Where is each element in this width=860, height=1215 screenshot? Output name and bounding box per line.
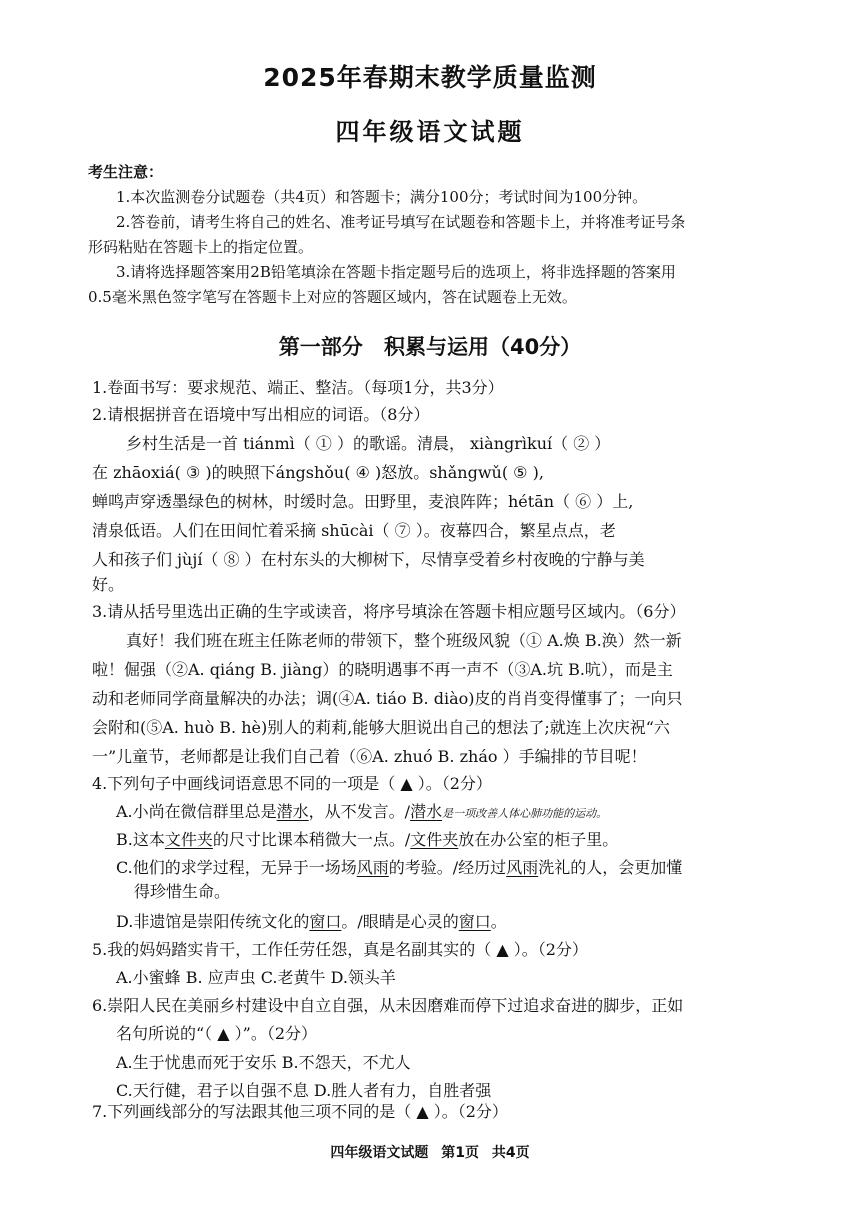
q4-option-c-cont: 得珍惜生命。 xyxy=(134,882,231,901)
page-footer: 四年级语文试题 第1页 共4页 xyxy=(330,1145,530,1161)
q3-line-3: 动和老师同学商量解决的办法；调(④A. tiáo B. diào)皮的肖肖变得懂事了；一向只 xyxy=(92,689,683,708)
section-title: 第一部分 积累与运用（40分） xyxy=(278,335,582,359)
q2-line-6: 好。 xyxy=(92,575,125,594)
q4-option-b: B.这本文件夹的尺寸比课本稍微大一点。/文件夹放在办公室的柜子里。 xyxy=(116,830,619,849)
q6-options-cd: C.天行健，君子以自强不息 D.胜人者有力，自胜者强 xyxy=(116,1081,492,1100)
q4-option-c: C.他们的求学过程，无异于一场场风雨的考验。/经历过风雨洗礼的人，会更加懂 xyxy=(116,858,683,877)
question-3-stem: 3.请从括号里选出正确的生字或读音，将序号填涂在答题卡相应题号区域内。（6分） xyxy=(92,602,686,621)
question-2-stem: 2.请根据拼音在语境中写出相应的词语。（8分） xyxy=(92,405,430,424)
q3-line-5: 一”儿童节，老师都是让我们自己着（⑥A. zhuó B. zháo ）手编排的节目呢！ xyxy=(92,747,647,766)
q2-line-5: 人和孩子们 jùjí（ ⑧ ）在村东头的大柳树下，尽情享受着乡村夜晚的宁静与美 xyxy=(92,550,645,569)
q4-option-d: D.非遗馆是崇阳传统文化的窗口。/眼睛是心灵的窗口。 xyxy=(116,912,507,931)
notice-heading: 考生注意： xyxy=(88,163,164,181)
question-6-stem-cont: 名句所说的“（ ▲ ）”。（2分） xyxy=(116,1024,318,1043)
q2-line-3: 蝉鸣声穿透墨绿色的树林，时缓时急。田野里，麦浪阵阵；hétān（ ⑥ ）上, xyxy=(92,492,634,511)
q2-line-1: 乡村生活是一首 tiánmì（ ① ）的歌谣。清晨， xiàngrìkuí（ ② ） xyxy=(126,434,611,453)
q3-line-4: 会附和(⑤A. huò B. hè)别人的莉莉,能够大胆说出自己的想法了;就连上次庆祝“六 xyxy=(92,718,670,737)
q5-options: A.小蜜蜂 B. 应声虫 C.老黄牛 D.领头羊 xyxy=(116,968,396,987)
notice-line-1: 1.本次监测卷分试题卷（共4页）和答题卡；满分100分；考试时间为100分钟。 xyxy=(116,188,648,206)
question-5-stem: 5.我的妈妈踏实肯干，工作任劳任怨，真是名副其实的（ ▲ ）。（2分） xyxy=(92,940,588,959)
notice-line-3a: 3.请将选择题答案用2B铅笔填涂在答题卡指定题号后的选项上，将非选择题的答案用 xyxy=(116,263,676,281)
notice-line-2b: 形码粘贴在答题卡上的指定位置。 xyxy=(88,238,314,256)
q2-line-4: 清泉低语。人们在田间忙着采摘 shūcài（ ⑦ ）。夜幕四合，繁星点点，老 xyxy=(92,521,616,540)
question-7-stem: 7.下列画线部分的写法跟其他三项不同的是（ ▲ ）。（2分） xyxy=(92,1102,508,1121)
q3-line-1: 真好！我们班在班主任陈老师的带领下，整个班级风貌（① A.焕 B.涣）然一新 xyxy=(126,631,682,650)
q2-line-2: 在 zhāoxiá( ③ )的映照下ángshǒu( ④ )怒放。shǎngwǔ( ⑤ ), xyxy=(92,463,544,482)
exam-title: 2025年春期末教学质量监测 xyxy=(263,63,597,92)
q6-options-ab: A.生于忧患而死于安乐 B.不怨天，不尤人 xyxy=(116,1053,411,1072)
question-4-stem: 4.下列句子中画线词语意思不同的一项是（ ▲ ）。（2分） xyxy=(92,774,492,793)
exam-subtitle: 四年级语文试题 xyxy=(335,118,525,146)
notice-line-2a: 2.答卷前，请考生将自己的姓名、准考证号填写在试题卷和答题卡上，并将准考证号条 xyxy=(116,213,686,231)
q3-line-2: 啦！倔强（②A. qiáng B. jiàng）的晓明遇事不再一声不（③A.坑 B.吭），而是主 xyxy=(92,660,673,679)
notice-line-3b: 0.5毫米黑色签字笔写在答题卡上对应的答题区域内，答在试题卷上无效。 xyxy=(88,288,577,306)
question-1: 1.卷面书写：要求规范、端正、整洁。（每项1分，共3分） xyxy=(92,378,504,397)
q4-option-a: A.小尚在微信群里总是潜水，从不发言。/潜水是一项改善人体心肺功能的运动。 xyxy=(116,802,608,821)
question-6-stem: 6.崇阳人民在美丽乡村建设中自立自强，从未因磨难而停下过追求奋进的脚步，正如 xyxy=(92,996,684,1015)
